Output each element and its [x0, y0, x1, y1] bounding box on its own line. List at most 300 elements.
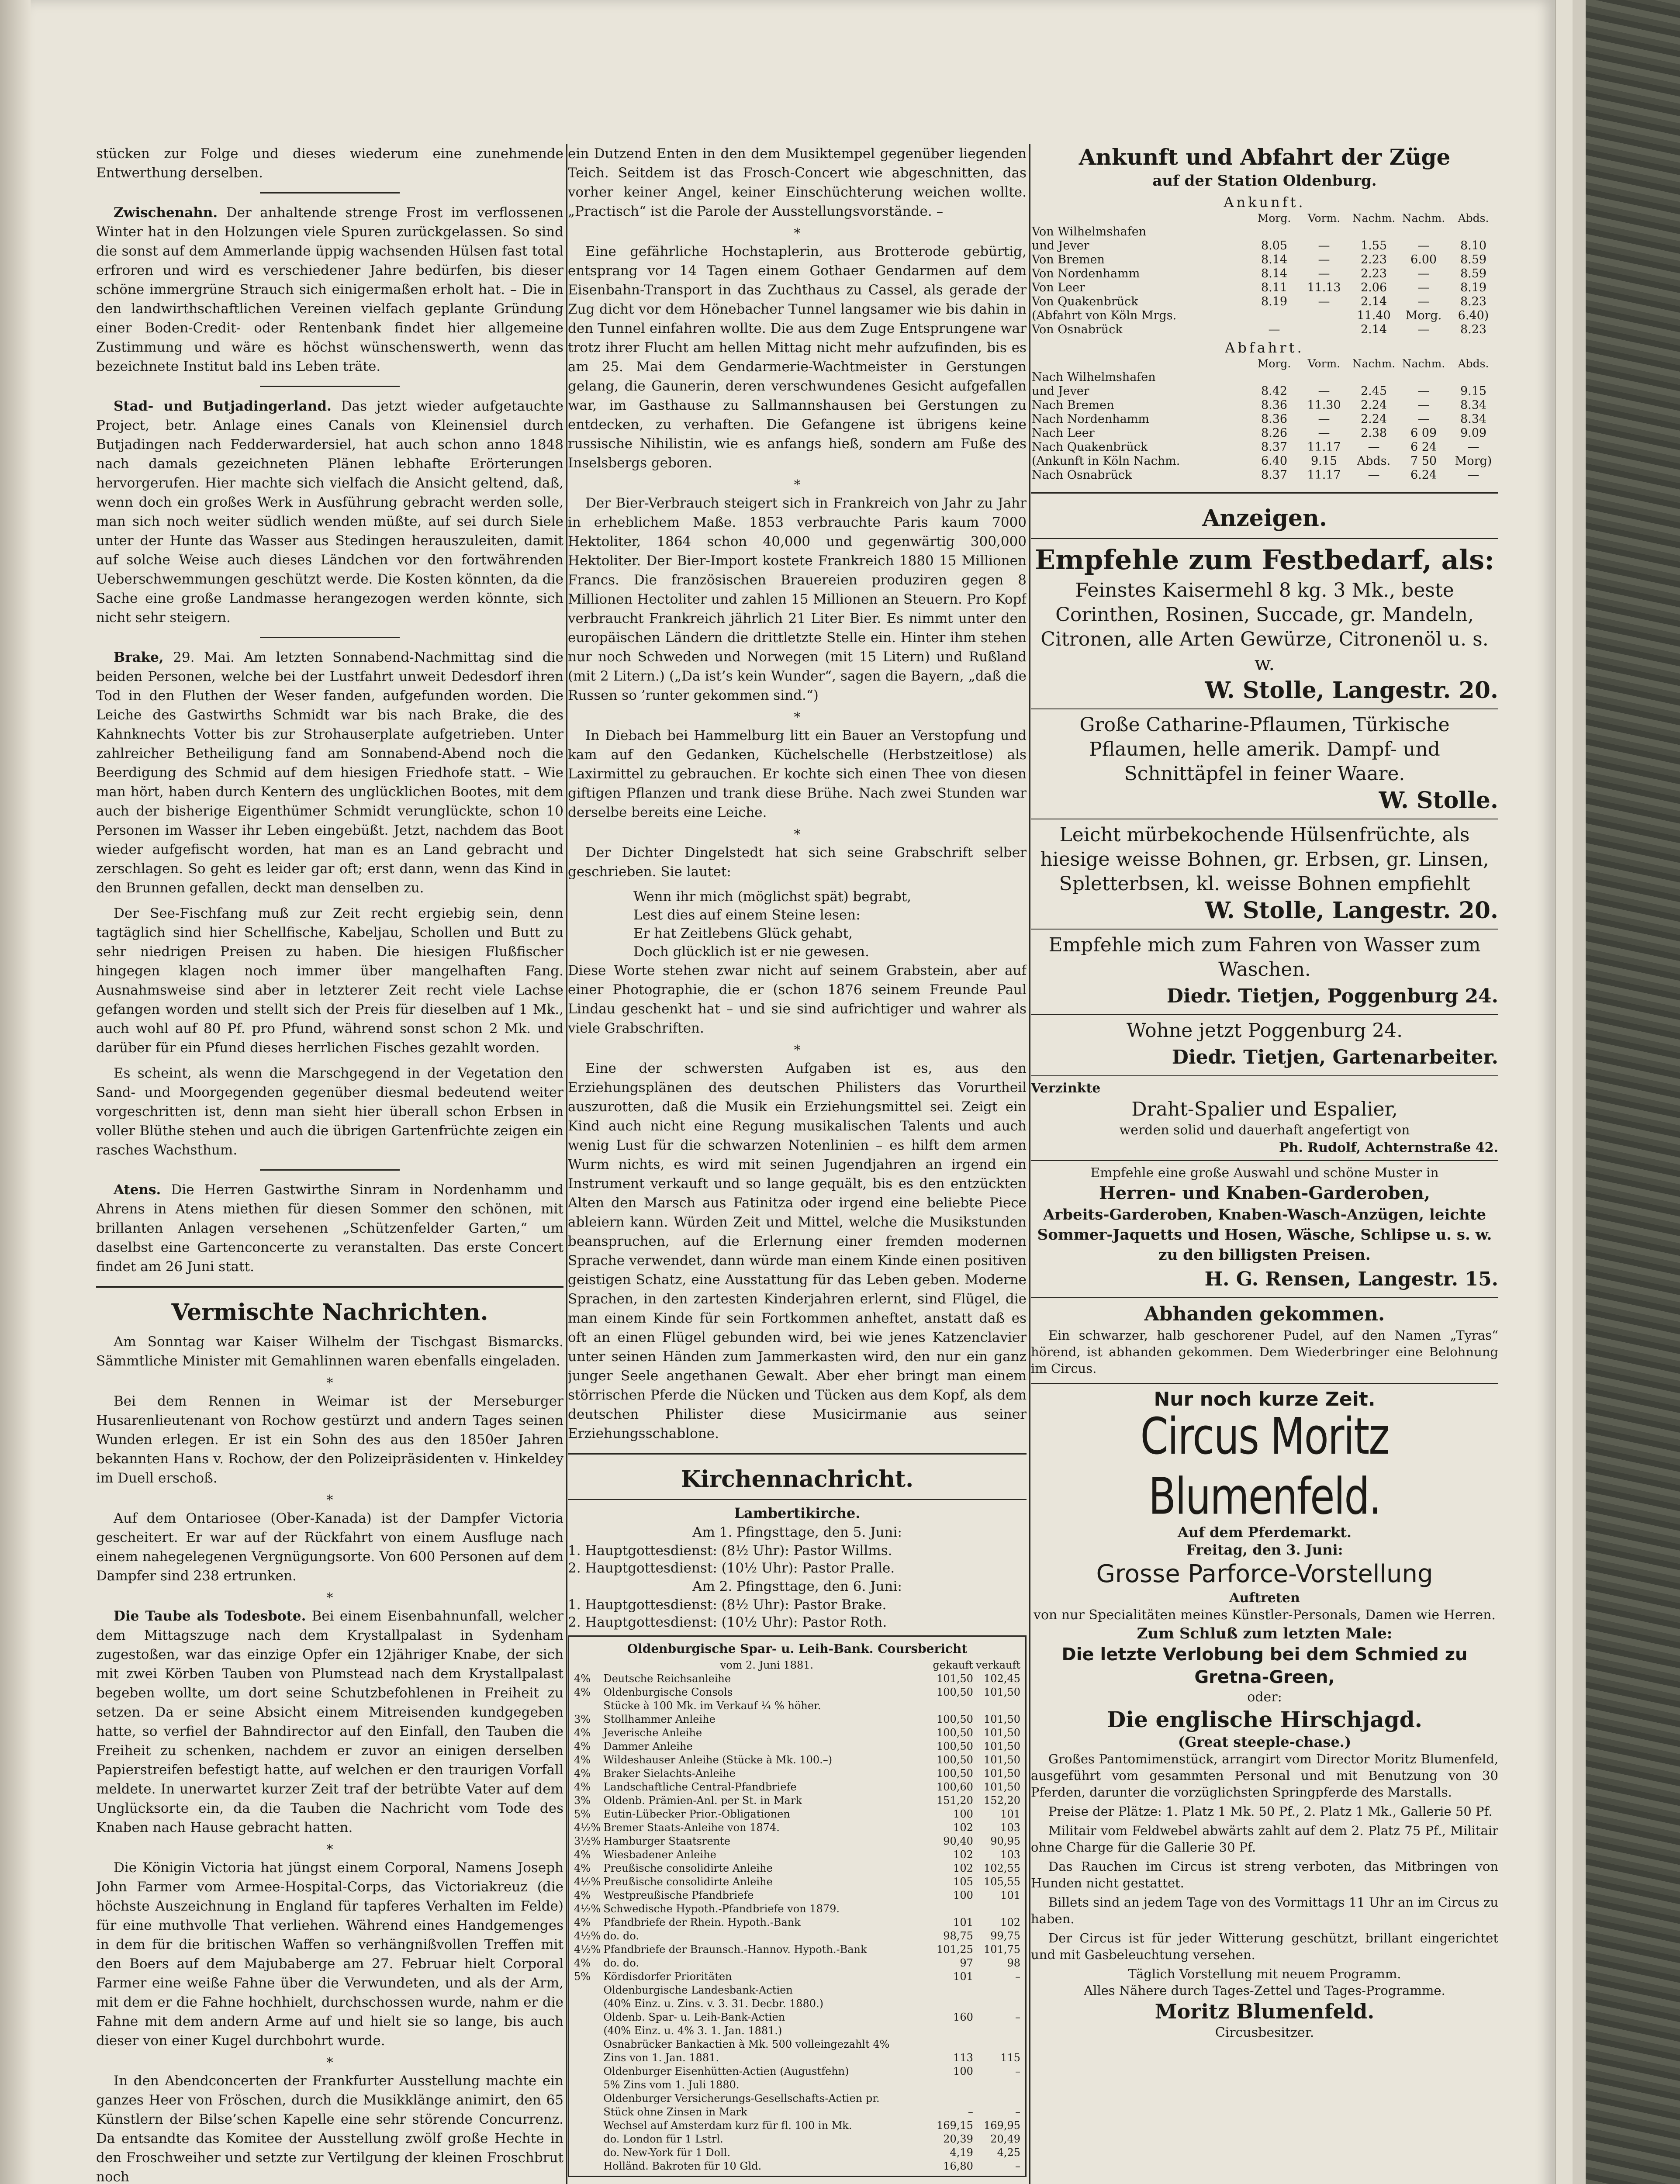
- kurs-sold: 101,50: [984, 1754, 1020, 1766]
- kurs-name: Pfandbriefe der Rhein. Hypoth.-Bank: [603, 1916, 801, 1928]
- divider: [96, 1286, 563, 1288]
- column-left: [96, 144, 563, 2184]
- train-time: —: [1318, 267, 1330, 280]
- train-time: 8.34: [1460, 398, 1487, 412]
- kurs-rate: 4½%: [574, 1943, 601, 1956]
- schedule-row: [1031, 370, 1498, 384]
- kurs-bought: 100,50: [936, 1767, 973, 1780]
- schedule-row: [1031, 267, 1498, 281]
- kurs-rate: 4½%: [574, 1821, 601, 1834]
- train-time: [1299, 323, 1349, 337]
- train-time: 8.59: [1460, 267, 1487, 280]
- divider: [260, 386, 400, 387]
- kurs-sold: 101,50: [984, 1781, 1020, 1793]
- kurs-row: [573, 1835, 1022, 1848]
- kurs-name: Preußische consolidirte Anleihe: [603, 1862, 773, 1874]
- kurs-rate: [573, 1984, 602, 1997]
- divider: [568, 1453, 1027, 1455]
- divider: [1031, 1383, 1498, 1384]
- col-time-heading: Morg.: [1257, 212, 1291, 225]
- train-time: —: [1417, 384, 1430, 398]
- kurs-row: [573, 2051, 1022, 2065]
- schedule-subtitle: auf der Station Oldenburg.: [1152, 172, 1377, 190]
- kurs-bought: 100,50: [936, 1754, 973, 1766]
- section-title-vermischte: Vermischte Nachrichten.: [171, 1299, 488, 1326]
- train-time: 2.24: [1360, 398, 1387, 412]
- arrival-rows: [1031, 225, 1498, 337]
- arrival-heading: Ankunft.: [1224, 194, 1306, 211]
- train-time: 8.37: [1261, 440, 1288, 454]
- kurs-row: [573, 1794, 1022, 1807]
- circus-text: Militair vom Feldwebel abwärts zahlt auf dem 2. Platz 75 Pf., Militair ohne Charge für die Gallerie 30 Pf.: [1031, 1823, 1498, 1855]
- kurs-rate: 3%: [574, 1713, 591, 1725]
- ad-festbedarf-line: Corinthen, Rosinen, Succade, gr. Mandeln, Citronen, alle Arten Gewürze, Citronenöl u. s. w.: [1040, 604, 1489, 675]
- kurs-name: (40% Einz. u. Zins. v. 3. 31. Decbr. 1880.): [603, 1997, 824, 2010]
- news-brake-2: Der See-Fischfang muß zur Zeit recht ergiebig sein, denn tagtäglich sind hier Schellfische, Kabeljau, Schollen und Butt zu sehr niedrigen Preisen zu haben. Die hiesigen Flußfischer hingegen klagen noch immer über mangelhaften Fang. Ausnahmsweise sind aber in letzterer Zeit recht viele Lachse gefangen worden und stellt sich der Preis für dieselben auf 1 Mk., auch wohl auf 80 Pf. pro Pfund, während sonst schon 2 Mk. und darüber für ein Pfund dieses herrlichen Fisches gezahlt worden.: [96, 905, 563, 1056]
- news-text: Eine gefährliche Hochstaplerin, aus Brotterode gebürtig, entsprang vor 14 Tagen einem Gothaer Gendarmen auf dem Eisenbahn-Transport in das Zuchthaus zu Cassel, als gerade der Zug dicht vor dem Hönebacher Tunnel langsamer wie bis dahin in den Tunnel einfahren wollte. Die aus dem Zuge Entsprungene war trotz ihrer Flucht am hellen Mittag nicht mehr aufzufinden, bis es am 25. Mai dem Gendarmerie-Wachtmeister in Gerstungen gelang, die Gaunerin, deren verschwundenes Gesicht aufgefallen war, im Gasthause zu Sallmannshausen bei Gerstungen zu entdecken, zu verhaften. Die Gefangene ist übrigens keine russische Nihilistin, wie es anfangs hieß, sondern am Fuße des Inselsbergs geboren.: [568, 244, 1027, 471]
- divider: [1031, 492, 1498, 494]
- circus-text: Das Rauchen im Circus ist streng verboten, das Mitbringen von Hunden nicht gestattet.: [1031, 1859, 1498, 1890]
- kurs-bought: 100,60: [936, 1781, 973, 1793]
- station-name: Von Nordenhamm: [1032, 267, 1140, 280]
- kurs-sold: 99,75: [990, 1930, 1020, 1942]
- train-time: —: [1417, 281, 1430, 294]
- divider: [568, 1499, 1027, 1500]
- train-time: 2.23: [1360, 267, 1387, 280]
- kurs-name: Eutin-Lübecker Prior.-Obligationen: [603, 1808, 790, 1820]
- kurs-name: Kördisdorfer Prioritäten: [603, 1970, 732, 1983]
- kurs-row: [573, 2105, 1022, 2119]
- train-time: [1349, 225, 1399, 239]
- train-time: 2.06: [1360, 281, 1387, 294]
- kurs-rate: 4½%: [574, 1930, 601, 1942]
- news-brake: Brake, 29. Mai. Am letzten Sonnabend-Nachmittag sind die beiden Personen, welche bei der Lustfahrt unweit Dedesdorf ihren Tod in den Fluthen der Weser fanden, aufgefunden worden. Die Leiche des Gastwirths Schmidt war bis nach Brake, die des Kahnknechts Votter bis zur Strohauserplate aufgetrieben. Unter zahlreicher Betheiligung fand am Sonnabend-Abend noch die Beerdigung des Schmid auf dem hiesigen Friedhofe statt. – Wie man hört, haben durch Kentern des unglücklichen Bootes, mit dem auch der bisherige Eigenthümer Schmidt verunglückte, schon 10 Personen im Wasser ihr Leben eingebüßt. Jetzt, nachdem das Boot wieder aufgefischt worden, hat man es an Land gebracht und zerschlagen. So geht es leider gar oft; erst dann, wenn das Kind in den Brunnen gefallen, deckt man denselben zu.: [96, 650, 563, 896]
- kurs-row: [573, 1902, 1022, 1916]
- kurs-name: Wiesbadener Anleihe: [603, 1849, 716, 1861]
- circus-auftreten: Auftreten: [1229, 1590, 1300, 1606]
- kurs-sold: 101,50: [984, 1713, 1020, 1725]
- station-name: Von Wilhelmshafen: [1032, 225, 1147, 238]
- kurs-bought: 169,15: [936, 2119, 973, 2132]
- divider: [260, 192, 400, 194]
- kurs-rate: 4%: [574, 1889, 591, 1901]
- kurs-bought: 101,25: [936, 1943, 973, 1956]
- train-time: 6 24: [1410, 440, 1437, 454]
- station-name: und Jever: [1032, 239, 1089, 252]
- train-time: —: [1417, 412, 1430, 426]
- page-edge: [1555, 0, 1573, 2184]
- kurs-row: [573, 1875, 1022, 1889]
- kurs-sold: 101,50: [984, 1767, 1020, 1780]
- kurs-date: vom 2. Juni 1881.: [720, 1659, 814, 1671]
- star-separator: *: [326, 1493, 333, 1508]
- col-time-heading: Nachm.: [1402, 212, 1445, 225]
- station-name: (Ankunft in Köln Nachm.: [1032, 454, 1180, 468]
- ad-stolle-name: W. Stolle, Langestr. 20.: [1205, 897, 1498, 924]
- ad-rudolf-name: Ph. Rudolf, Achternstraße 42.: [1279, 1140, 1498, 1155]
- kurs-bought: 102: [953, 1821, 973, 1834]
- kurs-sold: –: [1015, 2106, 1020, 2118]
- kurs-name: Oldenburgische Landesbank-Actien: [603, 1984, 793, 1996]
- circus-signature-role: Circusbesitzer.: [1215, 2025, 1314, 2040]
- kurs-row: [573, 1889, 1022, 1902]
- kurs-header: [573, 1659, 1022, 1672]
- train-time: —: [1417, 398, 1430, 412]
- train-time: 2.38: [1360, 426, 1387, 440]
- kurs-name: 5% Zins vom 1. Juli 1880.: [603, 2079, 740, 2091]
- kurs-name: Oldenb. Spar- u. Leih-Bank-Actien: [603, 2011, 785, 2023]
- ad-stolle-name: W. Stolle.: [1379, 787, 1498, 814]
- kurs-name: Dammer Anleihe: [603, 1740, 693, 1752]
- train-time: 8.36: [1261, 412, 1288, 426]
- col-time-heading: Morg.: [1257, 357, 1291, 370]
- vn-item: Die Taube als Todesbote. Bei einem Eisenbahnunfall, welcher dem Mittagszuge nach dem Krystallpalast in Sydenham zugestoßen, war das einzige Opfer ein 12jähriger Knabe, der sich mit zwei Körben Tauben von Plumstead nach dem Krystallpalast begeben wollte, um dort seine Schutzbefohlenen in Freiheit zu setzen. Da er seine Absicht einem Mitreisenden kundgegeben hatte, so verfiel der Bahndirector auf den Einfall, den Tauben die Freiheit zu schenken, nachdem er zuvor an einigen derselben Papierstreifen befestigt hatte, auf welchen er den traurigen Vorfall meldete. In unerwartet kurzer Zeit traf der betrübte Vater auf dem Unglücksorte ein, da die Tauben die Nachricht vom Tode des Knaben nach Hause gebracht hatten.: [96, 1608, 563, 1835]
- circus-text: Großes Pantomimenstück, arrangirt vom Director Moritz Blumenfeld, ausgeführt vom gesammten Personal und mit Benutzung von 30 Pferden, darunter die vorzüglichsten Springpferde des Marstalls.: [1031, 1752, 1498, 1800]
- kurs-rate: 4½%: [574, 1876, 601, 1888]
- kurs-rate: [573, 2132, 602, 2146]
- kurs-name: Zins von 1. Jan. 1881.: [603, 2052, 719, 2064]
- circus-location: Auf dem Pferdemarkt.: [1177, 1524, 1352, 1541]
- train-time: —: [1467, 468, 1480, 482]
- kurs-name: Stück ohne Zinsen in Mark: [603, 2106, 747, 2118]
- star-separator: *: [326, 1842, 333, 1857]
- circus-text: Alles Nähere durch Tages-Zettel und Tages-Programme.: [1084, 1983, 1445, 1998]
- kurs-sold: [975, 2092, 1022, 2105]
- kurs-rate: [573, 2119, 602, 2132]
- kurs-row: [573, 2011, 1022, 2024]
- circus-text: Preise der Plätze: 1. Platz 1 Mk. 50 Pf., 2. Platz 1 Mk., Gallerie 50 Pf.: [1048, 1804, 1493, 1819]
- kurs-row: [573, 2119, 1022, 2132]
- star-separator: *: [794, 1043, 801, 1058]
- divider: [260, 1169, 400, 1171]
- kurs-bought: [932, 2092, 975, 2105]
- kurs-row: [573, 1753, 1022, 1767]
- circus-verlobung: Die letzte Verlobung bei dem Schmied zu Gretna-Green,: [1061, 1645, 1468, 1687]
- circus-hirschjagd: Die englische Hirschjagd.: [1106, 1707, 1423, 1732]
- schedule-row: [1031, 426, 1498, 440]
- kurs-row: [573, 1984, 1022, 1997]
- train-time: 8.42: [1261, 384, 1288, 398]
- kurs-name: Holländ. Bakroten für 10 Gld.: [603, 2160, 762, 2172]
- vn-item: In den Abendconcerten der Frankfurter Ausstellung machte ein ganzes Heer von Fröschen, durch die Musikklänge animirt, den 65 Künstlern der Bilse’schen Kapelle eine sehr störende Concurrenz. Da entsandte das Komitee der Ausstellung zwölf große Hechte in den Froschweiher und setzte zur Vertilgung der kleinen Froschbrut noch: [96, 2073, 563, 2184]
- circus-steeple: (Great steeple-chase.): [1178, 1734, 1352, 1750]
- train-time: 11.17: [1307, 468, 1341, 482]
- coursbericht-box: [568, 1635, 1027, 2177]
- kurs-rate: [573, 2011, 602, 2024]
- kurs-row: [573, 1956, 1022, 1970]
- ad-abhanden-text: Ein schwarzer, halb geschorener Pudel, auf den Namen „Tyras“ hörend, ist abhanden gekommen. Dem Wiederbringer eine Belohnung im Circus.: [1031, 1328, 1498, 1376]
- kirche-line: 2. Hauptgottesdienst: (10½ Uhr): Pastor Roth.: [568, 1614, 887, 1630]
- ad-spalier: Draht-Spalier und Espalier,: [1131, 1098, 1398, 1120]
- kurs-row: [573, 2038, 1022, 2051]
- schedule-row: [1031, 384, 1498, 398]
- kurs-row: [573, 1672, 1022, 1686]
- section-title-kirchen: Kirchennachricht.: [681, 1466, 914, 1493]
- col-time-heading: Vorm.: [1307, 212, 1341, 225]
- train-time: 11.30: [1307, 398, 1341, 412]
- kurs-bought: 100: [953, 2065, 973, 2077]
- station-name: Nach Bremen: [1032, 398, 1114, 412]
- schedule-row: [1031, 412, 1498, 426]
- star-separator: *: [326, 1375, 333, 1391]
- train-time: [1399, 370, 1448, 384]
- kurs-sold: [975, 2038, 1022, 2051]
- news-stadland: Stad- und Butjadingerland. Das jetzt wieder aufgetauchte Project, betr. Anlage eines Canals von Kleinensiel durch Butjadingen nach Fedderwardersiel, hat auch schon anno 1848 nach damals gezeichneten Plänen lebhafte Erörterungen hervorgerufen. Hier machte sich vielfach die Ansicht geltend, daß, wenn doch ein großes Werk in Ausführung gebracht werden solle, man sich noch weiter südlich wenden müßte, auf sei durch Siele unter der Hunte das Wasser aus Stedingen herauszuleiten, damit auf solche Weise auch dieses Ländchen vor den fortwährenden Ueberschwemmungen geschützt werde. Die Kosten könnten, da die Sache eine große Landmasse herangezogen werden könnte, sich nicht sehr steigern.: [96, 398, 563, 625]
- schedule-row: [1031, 440, 1498, 454]
- train-time: 8.23: [1460, 295, 1487, 308]
- kurs-row: [573, 2160, 1022, 2173]
- divider: [1031, 929, 1498, 930]
- kurs-bought: 100,50: [936, 1727, 973, 1739]
- kurs-rate: 4%: [574, 1781, 591, 1793]
- kurs-name: Oldenburger Eisenhütten-Actien (Augustfehn): [603, 2065, 849, 2077]
- previous-page-edge: [0, 0, 32, 2184]
- col-time-heading: Abds.: [1458, 212, 1489, 225]
- train-time: —: [1467, 440, 1480, 454]
- kurs-bought: [932, 2038, 975, 2051]
- train-time: 6.24: [1410, 468, 1437, 482]
- divider: [1031, 538, 1498, 539]
- kurs-bought: 4,19: [950, 2146, 973, 2159]
- circus-oder: oder:: [1247, 1690, 1282, 1705]
- ad-rensen-name: H. G. Rensen, Langestr. 15.: [1204, 1268, 1498, 1290]
- ad-wohne: Wohne jetzt Poggenburg 24.: [1126, 1019, 1403, 1042]
- train-time: —: [1368, 468, 1380, 482]
- kurs-name: Deutsche Reichsanleihe: [603, 1673, 731, 1685]
- kurs-rate: 5%: [574, 1808, 591, 1820]
- train-time: 11.40: [1357, 309, 1391, 322]
- kurs-name: Oldenburger Versicherungs-Gesellschafts-Actien pr.: [603, 2092, 880, 2105]
- ad-fahren: Empfehle mich zum Fahren von Wasser zum Waschen.: [1048, 934, 1481, 981]
- kurs-rate: 4%: [574, 1862, 591, 1874]
- kurs-bought: 16,80: [943, 2160, 973, 2172]
- col-time-heading: Vorm.: [1307, 357, 1341, 370]
- kurs-bought: 113: [953, 2052, 973, 2064]
- ad-tietjen-name: Diedr. Tietjen, Poggenburg 24.: [1166, 985, 1498, 1007]
- column-divider: [1029, 144, 1030, 2184]
- station-name: Nach Wilhelmshafen: [1032, 370, 1156, 384]
- kurs-row: [573, 1726, 1022, 1740]
- kurs-row: [573, 1862, 1022, 1875]
- star-separator: *: [794, 827, 801, 842]
- train-time: —: [1318, 412, 1330, 426]
- circus-auftreten-text: von nur Specialitäten meines Künstler-Personals, Damen wie Herren.: [1034, 1607, 1496, 1623]
- schedule-row: [1031, 253, 1498, 267]
- kurs-sold: [975, 1997, 1022, 2011]
- train-time: 11.13: [1307, 281, 1341, 294]
- kurs-rate: [573, 1699, 602, 1713]
- kurs-rate: [573, 2092, 602, 2105]
- kurs-rate: [573, 2065, 602, 2078]
- kurs-rate: 4%: [574, 1740, 591, 1752]
- train-time: 6 09: [1410, 426, 1437, 440]
- kurs-row: [573, 1740, 1022, 1753]
- poem-line: Lest dies auf einem Steine lesen:: [633, 907, 861, 923]
- kurs-name: do. New-York für 1 Doll.: [603, 2146, 731, 2159]
- kurs-bought: 100,50: [936, 1740, 973, 1752]
- train-time: 2.14: [1360, 323, 1387, 336]
- kurs-sold: 103: [1000, 1821, 1020, 1834]
- kirche-line: 1. Hauptgottesdienst: (8½ Uhr): Pastor Willms.: [568, 1543, 892, 1559]
- news-text: Eine der schwersten Aufgaben ist es, aus den Erziehungsplänen des deutschen Philisters das Vorurtheil auszurotten, daß die Musik ein Erziehungsmittel sei. Zeigt ein Kind auch nicht eine Regung musikalischen Talents und auch wenig Lust für die schwarzen Notenlinien – es hilft dem armen Wurm nichts, es wird mit seinen Jugendjahren an irgend ein Instrument verkauft und so lange gequält, bis es den entzückten Alten den Marsch aus Fatinitza oder irgend eine beliebte Piece ableiern kann. Würden Zeit und Mittel, welche die Musikstunden beanspruchen, auf die Erlernung einer fremden modernen Sprache verwendet, dann würde man einem Kinde einen positiven geistigen Schatz, eine Ausstattung für das Leben geben. Moderne Sprachen, in den zartesten Kinderjahren erlernt, sind Flügel, die man einem Kinde für sein Fortkommen anheftet, anstatt daß es oft an einen Flügel gebunden wird, bei wie jenes Katzenclavier unter seinen Händen zum Jammerkasten wird, den nur ein ganz junger Seele angethanen Gewalt. Aber eher bringt man einem störrischen Pferde die Nücken und Tücken aus dem Kopf, als dem deutschen Philister diese Musicirmanie aus seiner Erziehungsschablone.: [568, 1061, 1027, 1441]
- kurs-sold: 152,20: [984, 1794, 1020, 1807]
- train-time: [1399, 225, 1448, 239]
- train-time: 11.17: [1307, 440, 1341, 454]
- train-time: 8.23: [1460, 323, 1487, 336]
- train-time: —: [1318, 384, 1330, 398]
- ad-stolle-name: W. Stolle, Langestr. 20.: [1205, 677, 1498, 704]
- ad-abhanden-title: Abhanden gekommen.: [1144, 1303, 1385, 1325]
- kurs-sold: [975, 1984, 1022, 1997]
- kurs-name: do. do.: [603, 1930, 640, 1942]
- kurs-sold: 101: [1000, 1889, 1020, 1901]
- kurs-row: [573, 1713, 1022, 1726]
- kurs-sold: 101: [1000, 1808, 1020, 1820]
- kurs-rate: [573, 2146, 602, 2160]
- train-time: 9.15: [1310, 454, 1338, 468]
- circus-text: Der Circus ist für jeder Witterung geschützt, brillant eingerichtet und mit Gasbeleuchtung versehen.: [1031, 1931, 1498, 1962]
- section-title-anzeigen: Anzeigen.: [1202, 505, 1327, 532]
- kurs-name: do. London für 1 Lstrl.: [603, 2133, 723, 2145]
- col-time-heading: Nachm.: [1352, 357, 1396, 370]
- train-time: 9.15: [1460, 384, 1487, 398]
- kurs-table: [573, 1659, 1022, 2173]
- kurs-bought: 97: [960, 1957, 973, 1969]
- train-time: 8.10: [1460, 239, 1487, 252]
- vn-item: Am Sonntag war Kaiser Wilhelm der Tischgast Bismarcks. Sämmtliche Minister mit Gemahlinnen waren ebenfalls eingeladen.: [96, 1334, 563, 1369]
- train-time: 7 50: [1410, 454, 1437, 468]
- departure-heading: Abfahrt.: [1225, 339, 1304, 356]
- kurs-name: Hamburger Staatsrente: [603, 1835, 730, 1847]
- kurs-row: [573, 2092, 1022, 2105]
- train-time: 8.36: [1261, 398, 1288, 412]
- schedule-title: Ankunft und Abfahrt der Züge: [1079, 144, 1451, 170]
- kurs-rate: 4%: [574, 1727, 591, 1739]
- kurs-name: Stücke à 100 Mk. im Verkauf ¼ % höher.: [603, 1700, 821, 1712]
- kurs-name: Pfandbriefe der Braunsch.-Hannov. Hypoth.-Bank: [603, 1943, 867, 1956]
- col-time-heading: Nachm.: [1402, 357, 1445, 370]
- kurs-sold: [975, 2078, 1022, 2092]
- train-time: [1448, 370, 1498, 384]
- train-time: 2.14: [1360, 295, 1387, 308]
- vn-item: Die Königin Victoria hat jüngst einem Corporal, Namens Joseph John Farmer vom Armee-Hospital-Corps, das Victoriakreuz (die höchste Auszeichnung in England für tapferes Verhalten im Felde) für eine muthvolle That verliehen. Während eines Handgemenges in dem für die britischen Waffen so verhängnißvollen Treffen mit den Boers auf dem Majubaberge am 27. Februar hielt Corporal Farmer eine weiße Fahne über die Verwundeten, und als der Arm, mit dem er die Fahne hochhielt, durchschossen wurde, nahm er die Fahne mit dem andern Arme auf und hielt sie so lange, bis auch dieser von einer Kugel durchbohrt wurde.: [96, 1860, 563, 2049]
- circus-date: Freitag, den 3. Juni:: [1186, 1541, 1343, 1558]
- train-time: [1299, 370, 1349, 384]
- kurs-sold: 90,95: [990, 1835, 1020, 1847]
- ad-rensen-line: Empfehle eine große Auswahl und schöne Muster in: [1090, 1165, 1439, 1181]
- kurs-rate: 4%: [574, 1849, 591, 1861]
- kurs-name: Wechsel auf Amsterdam kurz für fl. 100 in Mk.: [603, 2119, 852, 2132]
- kurs-bought: [932, 1699, 975, 1713]
- news-text: In Diebach bei Hammelburg litt ein Bauer an Verstopfung und kam auf den Gedanken, Küchelschelle (Herbstzeitlose) als Laxirmittel zu gebrauchen. Er kochte sich einen Thee von diesen giftigen Pflanzen und trank diese Brühe. Nach zwei Stunden war derselbe bereits eine Leiche.: [568, 728, 1027, 820]
- schedule-row: [1031, 454, 1498, 468]
- news-atens: Atens. Die Herren Gastwirthe Sinram in Nordenhamm und Ahrens in Atens miethen für diesen Sommer den schönen, mit brillanten Anlagen versehenen „Schützenfelder Garten,“ um daselbst eine Gartenconcerte zu veranstalten. Das erste Concert findet am 26 Juni statt.: [96, 1182, 563, 1275]
- kurs-row: [573, 1821, 1022, 1835]
- train-time: —: [1318, 239, 1330, 252]
- station-name: Von Osnabrück: [1032, 323, 1123, 336]
- kurs-sold: –: [1015, 2160, 1020, 2172]
- kurs-row: [573, 1970, 1022, 1984]
- train-time: Morg.: [1405, 309, 1442, 322]
- train-time: 2.45: [1360, 384, 1387, 398]
- train-time: —: [1318, 295, 1330, 308]
- train-time: 8.05: [1261, 239, 1288, 252]
- kurs-rate: [573, 1997, 602, 2011]
- news-text: Diese Worte stehen zwar nicht auf seinem Grabstein, aber auf einer Photographie, die er (schon 1876 seinem Freunde Paul Lindau geschenkt hat – und sie sind aufrichtiger und wahrer als viele Grabschriften.: [568, 963, 1027, 1036]
- kurs-row: [573, 1699, 1022, 1713]
- kurs-bought: 160: [953, 2011, 973, 2023]
- kurs-sold: 102,45: [984, 1673, 1020, 1685]
- kurs-bought: 100,50: [936, 1713, 973, 1725]
- poem: [568, 888, 1027, 961]
- kurs-row: [573, 2078, 1022, 2092]
- train-time: 1.55: [1360, 239, 1387, 252]
- train-time: 8.19: [1460, 281, 1487, 294]
- kurs-bought: 101,50: [936, 1673, 973, 1685]
- train-time: —: [1368, 440, 1380, 454]
- kurs-name: Jeverische Anleihe: [603, 1727, 702, 1739]
- departure-columns: [1031, 357, 1498, 370]
- schedule-row: [1031, 398, 1498, 412]
- circus-show: Grosse Parforce-Vorstellung: [1096, 1560, 1433, 1588]
- station-name: Nach Quakenbrück: [1032, 440, 1148, 454]
- departure-table: [1031, 357, 1498, 482]
- train-time: 8.26: [1261, 426, 1288, 440]
- circus-top: Nur noch kurze Zeit.: [1154, 1388, 1376, 1410]
- kurs-sold: 20,49: [990, 2133, 1020, 2145]
- kurs-sold: 101,75: [984, 1943, 1020, 1956]
- station-name: Nach Osnabrück: [1032, 468, 1132, 482]
- kurs-header-bought: gekauft: [933, 1659, 973, 1671]
- kurs-name: Landschaftliche Central-Pfandbriefe: [603, 1781, 797, 1793]
- kurs-bought: 100,50: [936, 1686, 973, 1698]
- train-time: 2.23: [1360, 253, 1387, 266]
- ad-festbedarf-line: Feinstes Kaisermehl 8 kg. 3 Mk., beste: [1075, 579, 1454, 601]
- kurs-sold: 103: [1000, 1849, 1020, 1861]
- station-name: Von Bremen: [1032, 253, 1105, 266]
- poem-line: Doch glücklich ist er nie gewesen.: [633, 944, 869, 960]
- kurs-rate: 4%: [574, 1916, 591, 1928]
- kurs-rate: 4%: [574, 1686, 591, 1698]
- kurs-bought: 100: [953, 1889, 973, 1901]
- kurs-row: [573, 2146, 1022, 2160]
- schedule-row: [1031, 323, 1498, 337]
- circus-schluss: Zum Schluß zum letzten Male:: [1137, 1625, 1393, 1642]
- station-name: und Jever: [1032, 384, 1089, 398]
- kurs-rate: 4%: [574, 1673, 591, 1685]
- kurs-name: Bremer Staats-Anleihe von 1874.: [603, 1821, 780, 1834]
- kurs-rate: [573, 2105, 602, 2119]
- kurs-row: [573, 2132, 1022, 2146]
- kurs-name: Oldenburgische Consols: [603, 1686, 733, 1698]
- kurs-sold: 102: [1000, 1916, 1020, 1928]
- star-separator: *: [326, 1590, 333, 1606]
- kurs-bought: [932, 2078, 975, 2092]
- train-time: —: [1318, 426, 1330, 440]
- schedule-row: [1031, 468, 1498, 482]
- kurs-rate: 5%: [574, 1970, 591, 1983]
- kurs-name: Osnabrücker Bankactien à Mk. 500 volleingezahlt 4%: [603, 2038, 890, 2050]
- news-brake-3: Es scheint, als wenn die Marschgegend in der Vegetation den Sand- und Moorgegenden gegenüber diesmal bedeutend weiter vorgeschritten ist, denn man sieht hier überall schon Erbsen in voller Blüthe stehen und auch die übrigen Gartenfrüchte zeigen ein rasches Wachsthum.: [96, 1065, 563, 1158]
- kurs-rate: 4%: [574, 1957, 591, 1969]
- kurs-name: Schwedische Hypoth.-Pfandbriefe von 1879.: [603, 1903, 840, 1915]
- ad-pflaumen: Große Catharine-Pflaumen, Türkische Pflaumen, helle amerik. Dampf- und Schnittäpfel in feiner Waare.: [1079, 714, 1450, 785]
- train-time: 8.59: [1460, 253, 1487, 266]
- kurs-sold: –: [1015, 2011, 1020, 2023]
- vn-item: Auf dem Ontariosee (Ober-Kanada) ist der Dampfer Victoria gescheitert. Er war auf der Rückfahrt von einem Ausfluge nach einem nahegelegenen Vergnügungsorte. Von 600 Personen auf dem Dampfer sind 238 ertrunken.: [96, 1510, 563, 1584]
- ad-verzinkte: Verzinkte: [1031, 1081, 1101, 1096]
- divider: [1031, 1075, 1498, 1076]
